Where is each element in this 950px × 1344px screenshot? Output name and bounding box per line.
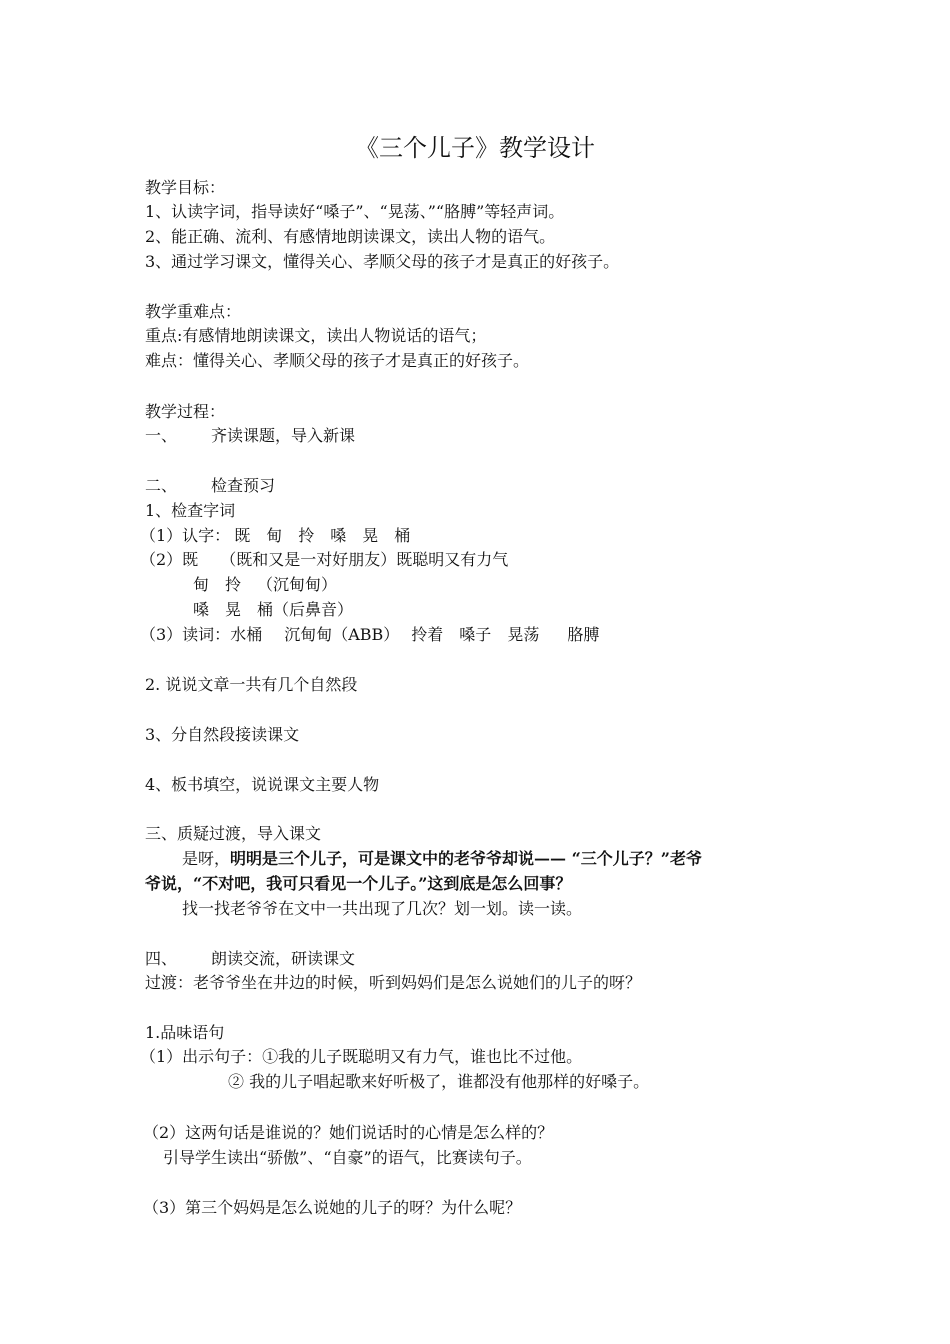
section-1-number: 一、 — [145, 426, 178, 445]
key-points-heading: 教学重难点： — [145, 302, 242, 321]
section-2-number: 二、 — [145, 476, 178, 495]
section-2-item-4: 4、板书填空，说说课文主要人物 — [145, 775, 380, 794]
key-point-focus: 重点:有感情地朗读课文，读出人物说话的语气； — [145, 326, 487, 345]
goal-item-3: 3、通过学习课文，懂得关心、孝顺父母的孩子才是真正的好孩子。 — [145, 252, 620, 271]
goals-heading: 教学目标： — [145, 178, 226, 197]
process-heading: 教学过程： — [145, 402, 226, 421]
char-item: 嗓 — [330, 526, 347, 545]
section-4-title: 朗读交流，研读课文 — [211, 949, 356, 968]
sentence-line-2: ② 我的儿子唱起歌来好听极了，谁都没有他那样的好嗓子。 — [228, 1072, 650, 1091]
word-item: 嗓子 — [459, 625, 492, 644]
section-3-paragraph-line-2: 爷说，“不对吧，我可只看见一个儿子。”这到底是怎么回事？ — [145, 874, 572, 893]
section-4-number: 四、 — [145, 949, 178, 968]
char-note-chars: 甸 拎 — [193, 575, 242, 594]
char-note-line-3 — [193, 598, 353, 622]
char-note-text: （沉甸甸） — [257, 575, 338, 594]
char-note-line-2 — [193, 573, 337, 597]
section-1-title: 齐读课题，导入新课 — [211, 426, 356, 445]
document-title: 《三个儿子》教学设计 — [355, 134, 595, 162]
sentence-line-1: （1）出示句子：①我的儿子既聪明又有力气，谁也比不过他。 — [140, 1047, 583, 1066]
section-1 — [145, 424, 355, 448]
section-2-item-1: 1、检查字词 — [145, 501, 236, 520]
read-words-label: （3）读词： — [140, 625, 231, 644]
word-item: 胳膊 — [567, 625, 600, 644]
char-note-chars: 嗓 晃 桶 — [193, 600, 274, 619]
recognize-chars-label: （1）认字： — [140, 526, 231, 545]
char-item: 拎 — [298, 526, 315, 545]
section-3-paragraph-line-1 — [182, 847, 702, 871]
read-words-line — [140, 623, 599, 647]
char-note-text: （既和又是一对好朋友）既聪明又有力气 — [220, 550, 509, 569]
section-4-item-1: 1.品味语句 — [145, 1023, 225, 1042]
char-note-line-1 — [140, 548, 508, 572]
word-item: 晃荡 — [507, 625, 540, 644]
char-note-label: （2）既 — [140, 550, 199, 569]
word-item: 拎着 — [411, 625, 444, 644]
section-3-title: 三、质疑过渡，导入课文 — [145, 824, 322, 843]
section-2-item-2: 2. 说说文章一共有几个自然段 — [145, 675, 358, 694]
section-2-item-3: 3、分自然段接读课文 — [145, 725, 300, 744]
goal-item-1: 1、认读字词，指导读好“嗓子”、“晃荡、”“胳膊”等轻声词。 — [145, 202, 565, 221]
char-item: 桶 — [394, 526, 411, 545]
char-item: 晃 — [362, 526, 379, 545]
char-item: 甸 — [266, 526, 283, 545]
section-2 — [145, 474, 275, 498]
word-item: 沉甸甸（ABB） — [284, 625, 400, 644]
section-2-title: 检查预习 — [211, 476, 276, 495]
word-item: 水桶 — [230, 625, 263, 644]
section-3-lead: 是呀， — [182, 849, 231, 868]
key-point-difficulty: 难点：懂得关心、孝顺父母的孩子才是真正的好孩子。 — [145, 351, 530, 370]
recognize-chars-line — [140, 524, 410, 548]
question-line-1: （2）这两句话是谁说的？她们说话时的心情是怎么样的？ — [143, 1123, 554, 1142]
section-4-transition: 过渡：老爷爷坐在井边的时候，听到妈妈们是怎么说她们的儿子的呀？ — [145, 973, 642, 992]
section-3-paragraph-2: 找一找老爷爷在文中一共出现了几次？划一划。读一读。 — [182, 899, 583, 918]
guide-line: 引导学生读出“骄傲”、“自豪”的语气，比赛读句子。 — [163, 1148, 532, 1167]
char-note-text: （后鼻音） — [273, 600, 354, 619]
section-3-emphasis: 明明是三个儿子，可是课文中的老爷爷却说—— “三个儿子？”老爷 — [230, 849, 702, 868]
goal-item-2: 2、能正确、流利、有感情地朗读课文，读出人物的语气。 — [145, 227, 556, 246]
section-4 — [145, 947, 355, 971]
char-item: 既 — [234, 526, 251, 545]
question-line-3: （3）第三个妈妈是怎么说她的儿子的呀？为什么呢？ — [143, 1198, 522, 1217]
